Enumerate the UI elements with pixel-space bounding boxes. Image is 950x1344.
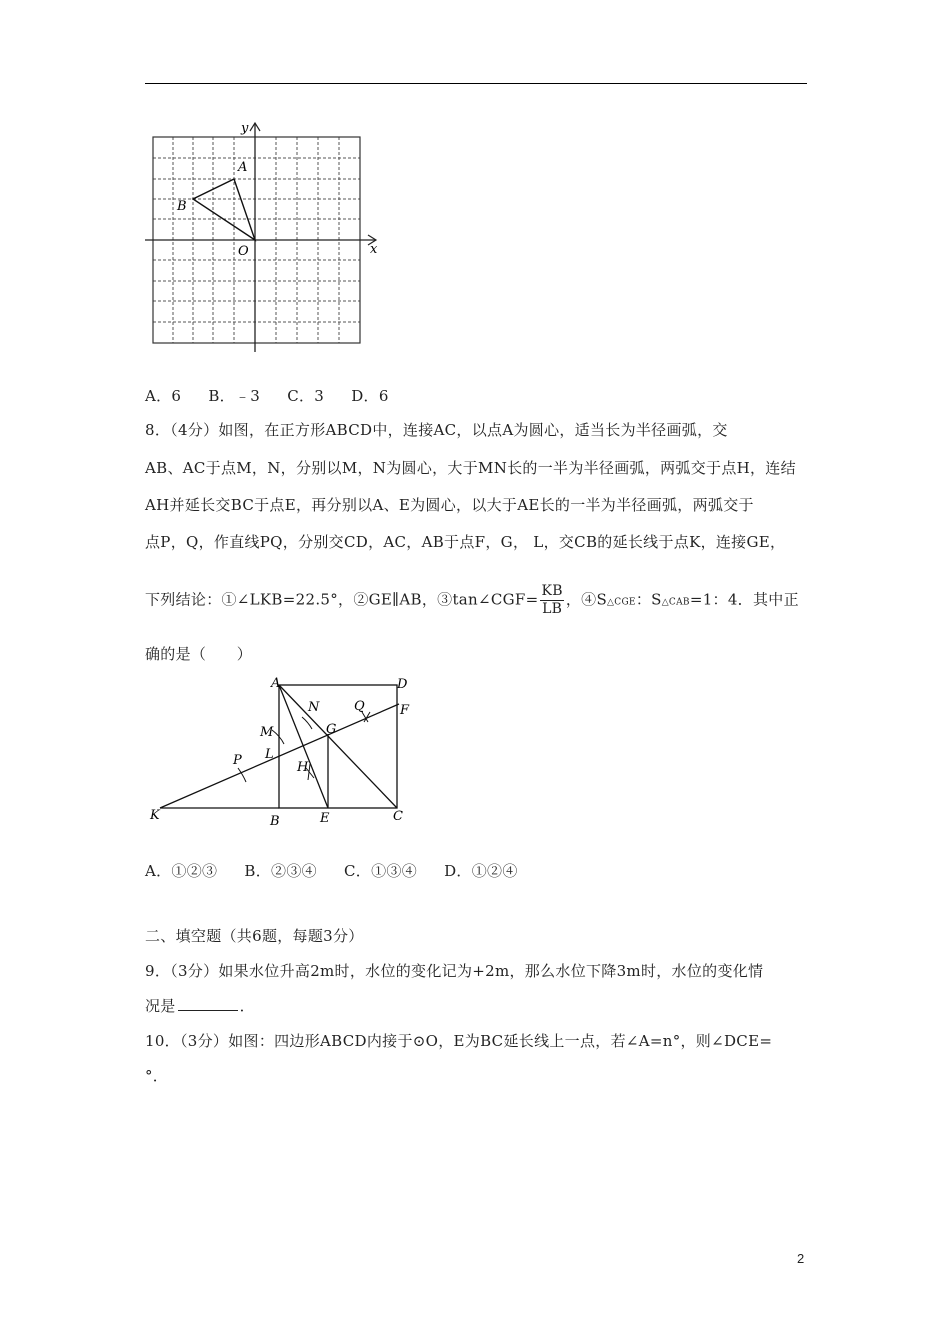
- point-k-label: K: [150, 808, 160, 823]
- point-g-label: G: [326, 722, 337, 737]
- q7-choices: [145, 385, 411, 406]
- q7-choice-b: B．﹣3: [208, 387, 261, 405]
- point-f-label: F: [400, 703, 410, 718]
- triangle-cge-subscript: △CGE: [607, 597, 636, 608]
- q8-choice-a: A．①②③: [145, 862, 218, 880]
- x-axis-label: x: [370, 242, 378, 257]
- section-heading: 二、填空题（共6题，每题3分）: [145, 927, 364, 945]
- point-n-label: N: [308, 700, 320, 715]
- point-a-label: A: [238, 160, 248, 175]
- q9-line-1: 9．（3分）如果水位升高2m时，水位的变化记为+2m，那么水位下降3m时，水位的变化情: [145, 962, 764, 980]
- q7-choice-c: C．3: [287, 387, 325, 405]
- fraction-denominator: LB: [542, 601, 563, 617]
- point-q-label: Q: [354, 699, 365, 714]
- q8-choice-c: C．①③④: [344, 862, 418, 880]
- q7-choice-d: D．6: [351, 387, 389, 405]
- point-a-label: A: [271, 676, 281, 691]
- q8-line-5: [145, 583, 799, 618]
- origin-label: O: [238, 244, 249, 259]
- coordinate-grid-figure: [140, 115, 385, 360]
- q8-line-2: AB、AC于点M，N，分别以M，N为圆心，大于MN长的一半为半径画弧，两弧交于点H，连结: [145, 459, 796, 477]
- y-axis-label: y: [241, 121, 249, 136]
- q10-line-2: °．: [145, 1067, 169, 1085]
- kb-over-lb-fraction: [540, 583, 563, 618]
- q9-line-2: [145, 995, 255, 1016]
- point-b-label: B: [177, 199, 187, 214]
- point-p-label: P: [233, 753, 242, 768]
- q8-choice-b: B．②③④: [244, 862, 317, 880]
- square-construction-figure: [142, 672, 417, 832]
- point-b-label: B: [270, 814, 280, 829]
- page-number: 2: [797, 1251, 805, 1266]
- point-e-label: E: [320, 811, 330, 826]
- q7-choice-a: A．6: [145, 387, 182, 405]
- fraction-numerator: KB: [541, 583, 563, 599]
- q8-conclusions-text: 下列结论：①∠LKB=22.5°，②GE∥AB，③tan∠CGF=: [145, 590, 539, 609]
- point-d-label: D: [397, 677, 408, 692]
- q8-conclusion-4-prefix: ，④S: [565, 590, 608, 609]
- q9-period: ．: [239, 997, 255, 1015]
- q8-line-3: AH并延长交BC于点E，再分别以A、E为圆心，以大于AE长的一半为半径画弧，两弧交于: [145, 496, 754, 514]
- triangle-cab-subscript: △CAB: [661, 597, 690, 608]
- point-l-label: L: [265, 747, 274, 762]
- answer-blank: [178, 998, 238, 1011]
- q8-choice-d: D．①②④: [444, 862, 518, 880]
- point-m-label: M: [260, 725, 274, 740]
- q8-conclusion-tail: =1：4．其中正: [689, 590, 799, 609]
- header-rule: [145, 83, 807, 84]
- q8-choices: [145, 860, 540, 881]
- point-h-label: H: [297, 760, 309, 775]
- q8-ratio-separator: ：S: [635, 590, 662, 609]
- q9-text: 况是: [145, 997, 176, 1015]
- q8-line-4: 点P，Q，作直线PQ，分别交CD，AC，AB于点F，G， L，交CB的延长线于点K，连接GE，: [145, 533, 786, 551]
- q8-line-6: 确的是（ ）: [145, 645, 253, 663]
- q8-line-1: 8．（4分）如图，在正方形ABCD中，连接AC，以点A为圆心，适当长为半径画弧，交: [145, 421, 728, 439]
- q10-line-1: 10．（3分）如图：四边形ABCD内接于⊙O，E为BC延长线上一点，若∠A=n°，则∠DCE=: [145, 1032, 773, 1050]
- point-c-label: C: [393, 809, 403, 824]
